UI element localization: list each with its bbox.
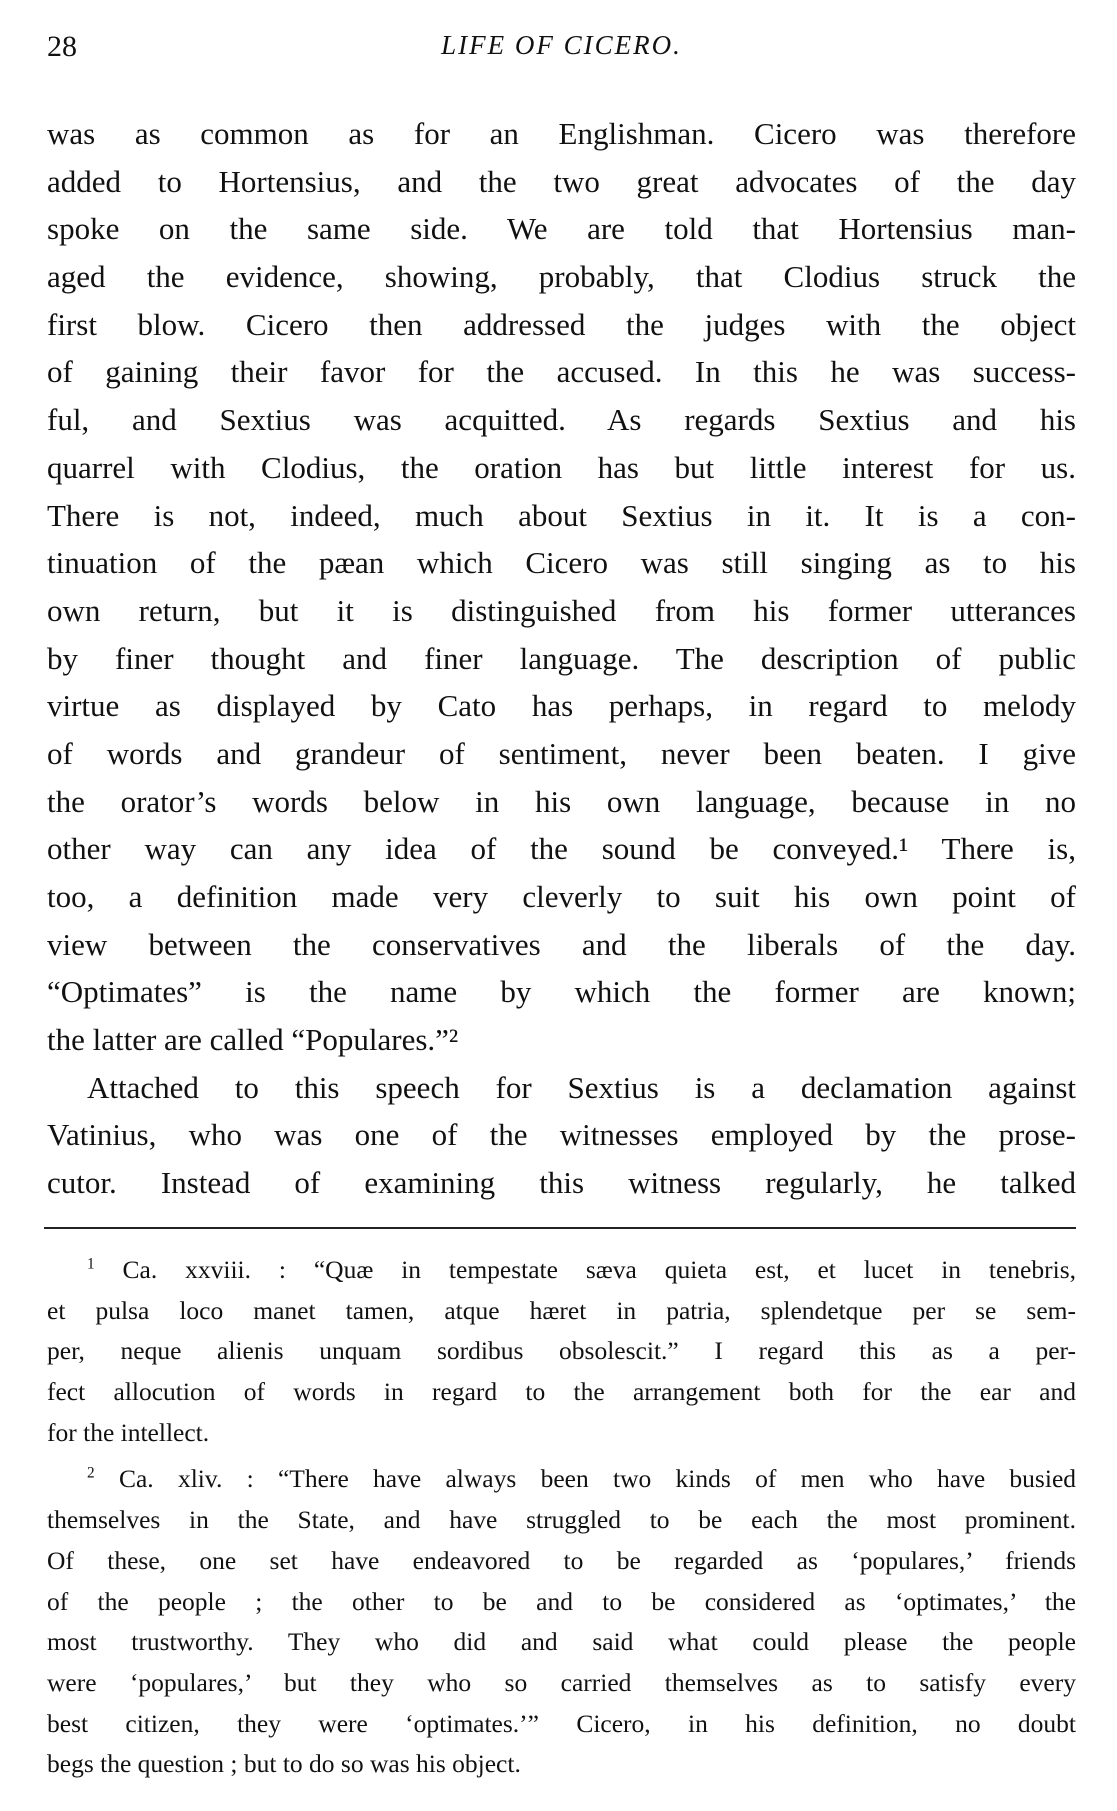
text-line: Attached to this speech for Sextius is a declamation against <box>87 1069 1076 1105</box>
footnote-line <box>47 1459 1076 1500</box>
text-line: quarrel with Clodius, the oration has but little interest for us. <box>47 449 1076 485</box>
text-line: first blow. Cicero then addressed the judges with the object <box>47 306 1076 342</box>
footnote-line: for the intellect. <box>47 1417 210 1447</box>
footnote-line: per, neque alienis unquam sordibus obsolescit.” I regard this as a per- <box>47 1336 1076 1366</box>
footnotes <box>47 1250 1076 1785</box>
text-line: There is not, indeed, much about Sextius in it. It is a con- <box>47 497 1076 533</box>
text-line: view between the conservatives and the liberals of the day. <box>47 926 1076 962</box>
footnote-text: Ca. xliv. : “There have always been two kinds of men who have busied <box>118 1464 1077 1494</box>
text-line: of gaining their favor for the accused. In this he was success- <box>47 354 1076 390</box>
footnote-line: themselves in the State, and have struggled to be each the most prominent. <box>47 1505 1076 1535</box>
footnote-line: most trustworthy. They who did and said what could please the people <box>47 1627 1076 1657</box>
page-number: 28 <box>47 30 77 63</box>
footnote-divider <box>44 1227 1076 1229</box>
footnote-line: begs the question ; but to do so was his object. <box>47 1749 521 1779</box>
text-line: Vatinius, who was one of the witnesses employed by the prose- <box>47 1117 1076 1153</box>
text-line: spoke on the same side. We are told that Hortensius man- <box>47 211 1076 247</box>
footnote-line: Of these, one set have endeavored to be regarded as ‘populares,’ friends <box>47 1545 1076 1575</box>
footnote-line: of the people ; the other to be and to be considered as ‘optimates,’ the <box>47 1586 1076 1616</box>
running-header <box>47 30 1076 74</box>
paragraph <box>47 110 1076 1064</box>
footnote-marker: 1 <box>87 1255 95 1273</box>
text-line: the orator’s words below in his own language, because in no <box>47 783 1076 819</box>
text-line: other way can any idea of the sound be conveyed.¹ There is, <box>47 831 1076 867</box>
text-line: by finer thought and finer language. The description of public <box>47 640 1076 676</box>
footnote-line: et pulsa loco manet tamen, atque hæret in patria, splendetque per se sem- <box>47 1295 1076 1325</box>
text-line: added to Hortensius, and the two great advocates of the day <box>47 163 1076 199</box>
text-line: was as common as for an Englishman. Cicero was therefore <box>47 116 1076 151</box>
body-text <box>47 110 1076 1207</box>
text-line: too, a definition made very cleverly to suit his own point of <box>47 879 1076 914</box>
footnote-2 <box>47 1459 1076 1785</box>
text-line: aged the evidence, showing, probably, that Clodius struck the <box>47 259 1076 295</box>
footnote-line <box>47 1250 1076 1291</box>
running-title: LIFE OF CICERO. <box>441 30 682 60</box>
text-line: virtue as displayed by Cato has perhaps, in regard to melody <box>47 688 1076 724</box>
footnote-marker: 2 <box>87 1464 95 1482</box>
paragraph <box>47 1064 1076 1207</box>
text-line: cutor. Instead of examining this witness regularly, he talked <box>47 1165 1076 1201</box>
text-line: tinuation of the pæan which Cicero was still singing as to his <box>47 545 1076 581</box>
text-line: “Optimates” is the name by which the former are known; <box>47 974 1076 1010</box>
footnote-line: fect allocution of words in regard to the arrangement both for the ear and <box>47 1377 1076 1407</box>
footnote-line: best citizen, they were ‘optimates.’” Cicero, in his definition, no doubt <box>47 1708 1076 1738</box>
text-line: the latter are called “Populares.”² <box>47 1022 459 1058</box>
text-line: ful, and Sextius was acquitted. As regards Sextius and his <box>47 402 1076 438</box>
text-line: of words and grandeur of sentiment, never been beaten. I give <box>47 735 1076 771</box>
footnote-line: were ‘populares,’ but they who so carried themselves as to satisfy every <box>47 1667 1076 1697</box>
footnote-text: Ca. xxviii. : “Quæ in tempestate sæva quieta est, et lucet in tenebris, <box>122 1255 1076 1284</box>
text-line: own return, but it is distinguished from his former utterances <box>47 592 1076 628</box>
footnote-1 <box>47 1250 1076 1453</box>
